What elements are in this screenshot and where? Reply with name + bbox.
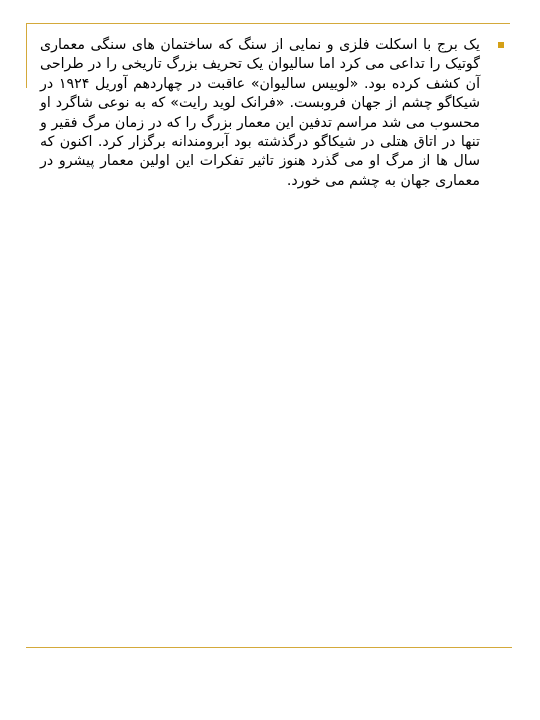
top-divider bbox=[26, 23, 510, 24]
square-bullet-icon bbox=[498, 42, 504, 48]
text-body bbox=[40, 36, 480, 191]
bullet-paragraph: یک برج با اسکلت فلزی و نمایی از سنگ که ساختمان های سنگی معماری گوتیک را تداعی می کرد اما سالیوان یک تحریف بزرگ تاریخی را در طراحی آن کشف کرده بود. «لوییس سالیوان» عاقبت در چهاردهم آوریل ۱۹۲۴ در شیکاگو چشم از جهان فروبست. «فرانک لوید رایت» که به نوعی شاگرد او محسوب می شد مراسم تدفین این معمار بزرگ را که در زمان مرگ فقیر و تنها در اتاق هتلی در شیکاگو درگذشته بود آبرومندانه برگزار کرد. اکنون که سال ها از مرگ او می گذرد هنوز تاثیر تفکرات این اولین معمار پیشرو در معماری جهان به چشم می خورد. bbox=[40, 37, 481, 189]
left-divider bbox=[26, 23, 27, 88]
bottom-divider bbox=[26, 647, 512, 648]
